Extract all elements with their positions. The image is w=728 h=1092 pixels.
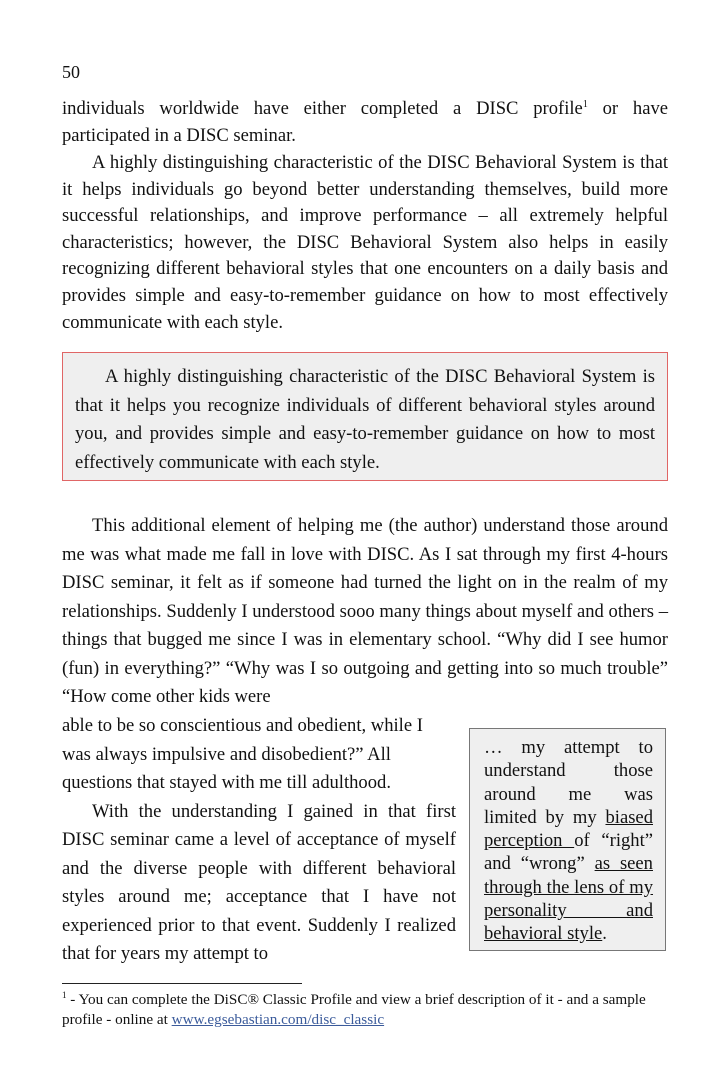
paragraph-author-story: This additional element of helping me (the author) understand those around me was what made me fall in love with DISC. As I sat through my first 4-hours DISC seminar, it felt as if someone had turned the light on in the realm of my relationships. Suddenly I understood sooo many things about myself and others – things that bugged me since I was in elementary school. “Why did I see humor (fun) in everything?” “Why was I so outgoing and getting into so much trouble” “How come other kids were — [62, 515, 668, 707]
pull-quote-box: … my attempt to understand those around me was limited by my biased perception of “right” and “wrong” as seen through the lens of my personality and behavioral style. — [469, 728, 666, 951]
wrap-line: questions that stayed with me till adulthood. — [62, 772, 391, 793]
wrap-line: able to be so conscientious and obedient, while I — [62, 715, 423, 736]
footnote-link[interactable]: www.egsebastian.com/disc_classic — [171, 1011, 385, 1028]
page-number: 50 — [62, 62, 80, 82]
wrapped-text-column — [62, 712, 456, 969]
footnote-ref[interactable]: 1 — [582, 99, 588, 110]
wrap-line: was always impulsive and disobedient?” All — [62, 743, 391, 765]
paragraph-continuation: individuals worldwide have either completed a DISC profile$^1$ or have participated in a DISC seminar. — [62, 98, 668, 146]
paragraph-acceptance: With the understanding I gained in that first DISC seminar came a level of acceptance of myself and the diverse people with different behavioral styles around me; acceptance that I have not experienced prior to that event. Suddenly I realized that for years my attempt to — [62, 800, 456, 964]
callout-text: A highly distinguishing characteristic of the DISC Behavioral System is that it helps you recognize individuals of different behavioral styles around you, and provides simple and easy-to-remember guidance on how to most effectively communicate with each style. — [75, 366, 655, 473]
footnote: $^1$ - You can complete the DiSC® Classic Profile and view a brief description of it - and a sample profile - online at www.egsebastian.com/disc_classic — [62, 990, 646, 1028]
footnote-divider — [62, 983, 302, 984]
paragraph-disc-system: A highly distinguishing characteristic of the DISC Behavioral System is that it helps individuals go beyond better understanding themselves, build more successful relationships, and improve performance – all extremely helpful characteristics; however, the DISC Behavioral System also helps in easily recognizing different behavioral styles that one encounters on a daily basis and provides simple and easy-to-remember guidance on how to most effectively communicate with each style. — [62, 152, 668, 333]
callout-box — [62, 352, 668, 481]
